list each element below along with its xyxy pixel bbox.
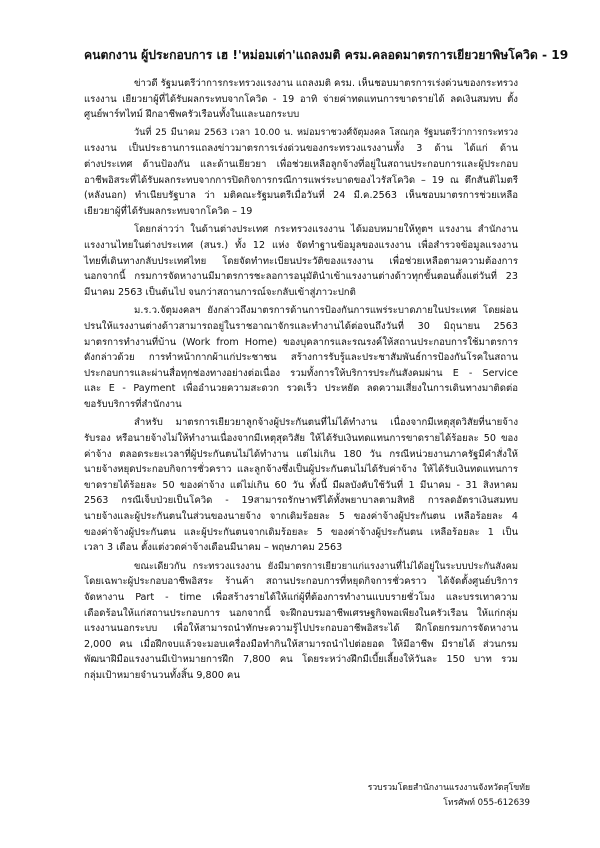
text-line: นายจ้างและผู้ประกันตนในส่วนของนายจ้าง จากเดิมร้อยละ 5 ของค่าจ้างผู้ประกันตน เหลือร้อยละ 4	[84, 511, 518, 523]
text-line: ขาดรายได้ร้อยละ 50 ของค่าจ้าง แต่ไม่เกิน 60 วัน ทั้งนี้ มีผลบังคับใช้วันที่ 1 มีนาคม - 31 สิงหาคม	[84, 479, 518, 491]
text-line: ต่างประเทศ ด้านป้องกัน และด้านเยียวยา เพื่อช่วยเหลือลูกจ้างที่อยู่ในสถานประกอบการและผู้ประกอบ	[84, 158, 518, 170]
text-line: อาชีพอิสระที่ได้รับผลกระทบจากการปิดกิจการกรณีการแพร่ระบาดของไวรัสโควิด – 19 ณ ตึกสันติไมตรี	[84, 174, 518, 186]
text-line: 2,000 คน เมื่อฝึกจบแล้วจะมอบเครื่องมือทำกินให้สามารถนำไปต่อยอด ให้มีอาชีพ มีรายได้ ส่วนกรม	[84, 638, 518, 650]
text-line: (หลังนอก) ทำเนียบรัฐบาล ว่า มติคณะรัฐมนตรีเมื่อวันที่ 24 มี.ค.2563 เห็นชอบมาตรการช่วยเหลือ	[84, 190, 518, 202]
text-line: สำหรับ มาตรการเยียวยาลูกจ้างผู้ประกันตนที่ไม่ได้ทำงาน เนื่องจากมีเหตุสุดวิสัยที่นายจ้าง	[134, 417, 518, 429]
document-footer	[368, 781, 530, 811]
text-line: แรงงาน เยียวยาผู้ที่ได้รับผลกระทบจากโควิด - 19 อาทิ จ่ายค่าทดแทนการขาดรายได้ ลดเงินสมทบ ตั้ง	[84, 93, 518, 105]
document-title: คนตกงาน ผู้ประกอบการ เฮ !'หม่อมเต่า'แถลงมติ ครม.คลอดมาตรการเยียวยาพิษโควิด - 19	[84, 48, 569, 62]
text-line: แรงงาน เป็นประธานการแถลงข่าวมาตรการเร่งด่วนของกระทรวงแรงงานทั้ง 3 ด้าน ได้แก่ ด้าน	[84, 143, 518, 155]
text-line: แรงงานนอกระบบ เพื่อให้สามารถนำทักษะความรู้ไปประกอบอาชีพอิสระได้ ฝึกโดยกรมการจัดหางาน	[84, 623, 518, 635]
text-line: นายจ้างหยุดประกอบกิจการชั่วคราว และลูกจ้างซึ่งเป็นผู้ประกันตนไม่ได้รับค่าจ้าง ให้ได้รับเงินทดแทนการ	[84, 464, 518, 476]
text-line: ประกอบการและผ่านสื่อทุกช่องทางอย่างต่อเนื่อง รวมทั้งการให้บริการประกันสังคมผ่าน E - Service	[84, 367, 518, 379]
footer-phone: โทรศัพท์ 055-612639	[443, 798, 530, 808]
text-line: ของค่าจ้างผู้ประกันตน และผู้ประกันตนจากเดิมร้อยละ 5 ของค่าจ้างผู้ประกันตน เหลือร้อยละ 1 เป็น	[84, 526, 518, 538]
text-line: มีนาคม 2563 เป็นต้นไป จนกว่าสถานการณ์จะกลับเข้าสู่ภาวะปกติ	[84, 286, 356, 298]
text-line: นอกจากนี้ กรมการจัดหางานมีมาตรการชะลอการอนุมัตินำเข้าแรงงานต่างด้าวทุกขั้นตอนตั้งแต่วันที่ 23	[84, 271, 518, 283]
paragraph-3	[84, 222, 518, 300]
text-line: พัฒนาฝีมือแรงงานมีเป้าหมายการฝึก 7,800 คน โดยระหว่างฝึกมีเบี้ยเลี้ยงให้วันละ 150 บาท รวม	[84, 654, 518, 666]
text-line: โดยเฉพาะผู้ประกอบอาชีพอิสระ ร้านค้า สถานประกอบการที่หยุดกิจการชั่วคราว ได้จัดตั้งศูนย์บริการ	[84, 576, 518, 588]
text-line: รับรอง หรือนายจ้างไม่ให้ทำงานเนื่องจากมีเหตุสุดวิสัย ให้ได้รับเงินทดแทนการขาดรายได้ร้อยละ 50 ของ	[84, 433, 518, 445]
text-line: แรงงานไทยในต่างประเทศ (สนร.) ทั้ง 12 แห่ง จัดทำฐานข้อมูลของแรงงาน เพื่อสำรวจข้อมูลแรงงาน	[84, 239, 518, 251]
text-line: วันที่ 25 มีนาคม 2563 เวลา 10.00 น. หม่อมราชวงศ์จัตุมงคล โสณกุล รัฐมนตรีว่าการกระทรวง	[134, 127, 518, 138]
text-line: ข่าวดี รัฐมนตรีว่าการกระทรวงแรงงาน แถลงมติ ครม. เห็นชอบมาตรการเร่งด่วนของกระทรวง	[134, 78, 518, 89]
paragraph-2	[84, 126, 518, 220]
text-line: ไทยที่เดินทางกลับประเทศไทย โดยจัดทำทะเบียนประวัติของแรงงาน เพื่อช่วยเหลือตามความต้องการ	[84, 255, 518, 267]
text-line: ขอรับบริการที่สำนักงาน	[84, 398, 182, 410]
paragraph-4	[84, 303, 518, 412]
text-line: จัดหางาน Part - time เพื่อสร้างรายได้ให้แก่ผู้ที่ต้องการทำงานแบบรายชั่วโมง และบรรเทาความ	[84, 592, 518, 603]
text-line: ค่าจ้าง ตลอดระยะเวลาที่ผู้ประกันตนไม่ได้ทำงาน แต่ไม่เกิน 180 วัน กรณีหน่วยงานภาครัฐมีคำสั่งให้	[84, 448, 518, 460]
text-line: เวลา 3 เดือน ตั้งแต่งวดค่าจ้างเดือนมีนาคม – พฤษภาคม 2563	[84, 542, 343, 554]
text-line: ดังกล่าวด้วย การทำหน้ากากผ้าแก่ประชาชน สร้างการรับรู้และประชาสัมพันธ์การป้องกันโรคในสถาน	[84, 352, 518, 364]
paragraph-6	[84, 559, 518, 684]
text-line: ปรนให้แรงงานต่างด้าวสามารถอยู่ในราชอาณาจักรและทำงานได้ต่อจนถึงวันที่ 30 มิถุนายน 2563	[84, 320, 518, 332]
text-line: ม.ร.ว.จัตุมงคลฯ ยังกล่าวถึงมาตรการด้านการป้องกันการแพร่ระบาดภายในประเทศ โดยผ่อน	[134, 305, 518, 317]
text-line: ขณะเดียวกัน กระทรวงแรงงาน ยังมีมาตรการเยียวยาแก่แรงงานที่ไม่ได้อยู่ในระบบประกันสังคม	[134, 560, 518, 572]
paragraph-1	[84, 76, 518, 123]
footer-credit: รวบรวมโดยสำนักงานแรงงานจังหวัดสุโขทัย	[367, 783, 530, 793]
text-line: มาตรการทำงานที่บ้าน (Work from Home) ของบุคลากรและรณรงค์ให้สถานประกอบการใช้มาตรการ	[84, 336, 518, 348]
text-line: เดือดร้อนให้แก่สถานประกอบการ นอกจากนี้ จะฝึกอบรมอาชีพเศรษฐกิจพอเพียงในครัวเรือน ให้แก่กลุ่ม	[84, 607, 518, 619]
paragraph-5	[84, 415, 518, 555]
text-line: กลุ่มเป้าหมายจำนวนทั้งสิ้น 9,800 คน	[84, 669, 240, 681]
text-line: ศูนย์พาร์ทไทม์ ฝึกอาชีพครัวเรือนทั้งในและนอกระบบ	[84, 109, 300, 121]
document-body	[84, 76, 518, 687]
text-line: 2563 กรณีเจ็บป่วยเป็นโควิด - 19สามารถรักษาฟรีได้ทั้งพยาบาลตามสิทธิ การลดอัตราเงินสมทบ	[84, 495, 518, 507]
text-line: เยียวยาผู้ที่ได้รับผลกระทบจากโควิด – 19	[84, 205, 253, 217]
text-line: และ E - Payment เพื่ออำนวยความสะดวก รวดเร็ว ประหยัด ลดความเสี่ยงในการเดินทางมาติดต่อ	[84, 383, 518, 395]
text-line: โดยกล่าวว่า ในด้านต่างประเทศ กระทรวงแรงงาน ได้มอบหมายให้ทูตฯ แรงงาน สำนักงาน	[134, 224, 518, 236]
